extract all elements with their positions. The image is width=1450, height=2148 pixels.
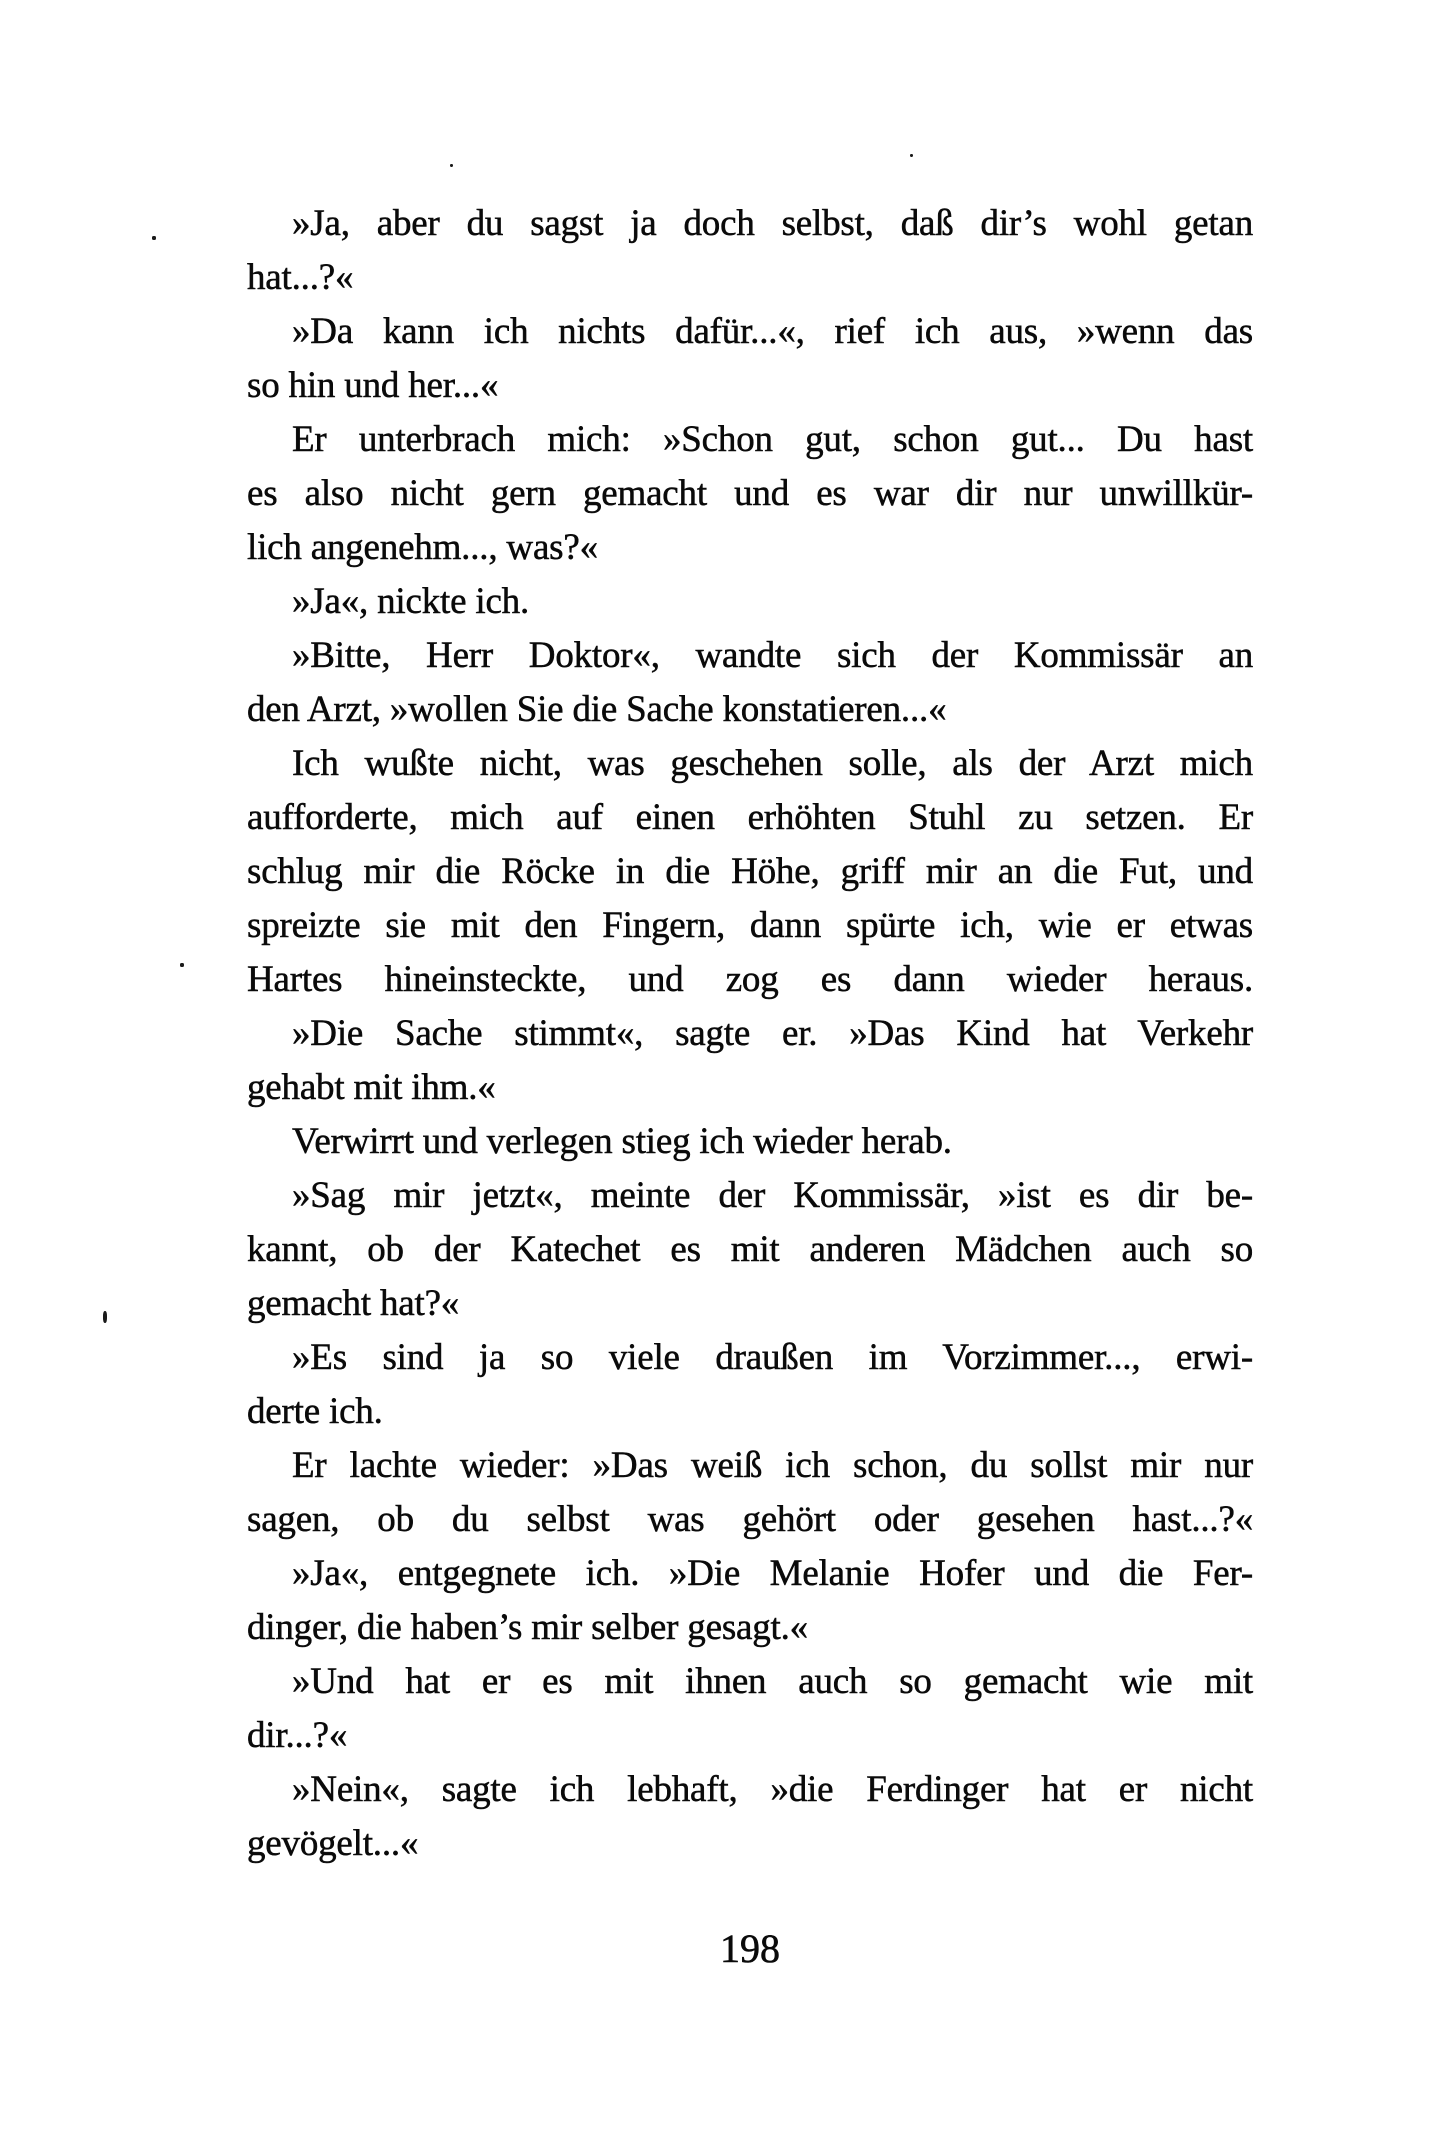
text-line: »Es sind ja so viele draußen im Vorzimmer..., erwi- bbox=[292, 1337, 1253, 1378]
text-line: es also nicht gern gemacht und es war dir nur unwillkür- bbox=[247, 473, 1253, 514]
scan-speck bbox=[910, 154, 913, 157]
text-line: Hartes hineinsteckte, und zog es dann wieder heraus. bbox=[247, 959, 1253, 1000]
text-line: dir...?« bbox=[247, 1715, 348, 1756]
text-block bbox=[247, 197, 1253, 1871]
text-line: derte ich. bbox=[247, 1391, 383, 1432]
scan-speck bbox=[103, 1311, 107, 1323]
text-line: »Ja«, nickte ich. bbox=[292, 581, 530, 622]
text-line: »Ja, aber du sagst ja doch selbst, daß dir’s wohl getan bbox=[292, 203, 1253, 244]
scan-speck bbox=[180, 963, 184, 967]
text-line: »Ja«, entgegnete ich. »Die Melanie Hofer und die Fer- bbox=[292, 1553, 1253, 1594]
text-line: Ich wußte nicht, was geschehen solle, als der Arzt mich bbox=[292, 743, 1253, 784]
text-line: »Und hat er es mit ihnen auch so gemacht wie mit bbox=[292, 1661, 1253, 1702]
text-line: »Sag mir jetzt«, meinte der Kommissär, »ist es dir be- bbox=[292, 1175, 1253, 1216]
text-line: »Die Sache stimmt«, sagte er. »Das Kind hat Verkehr bbox=[292, 1013, 1253, 1054]
text-line: gevögelt...« bbox=[247, 1823, 419, 1864]
page-number: 198 bbox=[720, 1926, 780, 1971]
text-line: schlug mir die Röcke in die Höhe, griff mir an die Fut, und bbox=[247, 851, 1253, 892]
scan-speck bbox=[152, 236, 156, 240]
text-line: gemacht hat?« bbox=[247, 1283, 460, 1324]
text-line: hat...?« bbox=[247, 257, 354, 298]
text-line: aufforderte, mich auf einen erhöhten Stuhl zu setzen. Er bbox=[247, 797, 1253, 838]
text-line: »Nein«, sagte ich lebhaft, »die Ferdinger hat er nicht bbox=[292, 1769, 1253, 1810]
text-line: kannt, ob der Katechet es mit anderen Mädchen auch so bbox=[247, 1229, 1253, 1270]
text-line: Verwirrt und verlegen stieg ich wieder herab. bbox=[292, 1121, 952, 1162]
text-line: Er unterbrach mich: »Schon gut, schon gut... Du hast bbox=[292, 419, 1253, 460]
text-line: lich angenehm..., was?« bbox=[247, 527, 598, 568]
text-line: gehabt mit ihm.« bbox=[247, 1067, 496, 1108]
text-line: spreizte sie mit den Fingern, dann spürte ich, wie er etwas bbox=[247, 905, 1253, 946]
text-line: Er lachte wieder: »Das weiß ich schon, du sollst mir nur bbox=[292, 1445, 1253, 1486]
text-line: »Da kann ich nichts dafür...«, rief ich aus, »wenn das bbox=[292, 311, 1253, 352]
text-line: »Bitte, Herr Doktor«, wandte sich der Kommissär an bbox=[292, 635, 1253, 676]
text-line: so hin und her...« bbox=[247, 365, 499, 406]
text-line: sagen, ob du selbst was gehört oder gesehen hast...?« bbox=[247, 1499, 1253, 1540]
scan-speck bbox=[450, 164, 453, 167]
text-line: dinger, die haben’s mir selber gesagt.« bbox=[247, 1607, 808, 1648]
text-line: den Arzt, »wollen Sie die Sache konstatieren...« bbox=[247, 689, 947, 730]
